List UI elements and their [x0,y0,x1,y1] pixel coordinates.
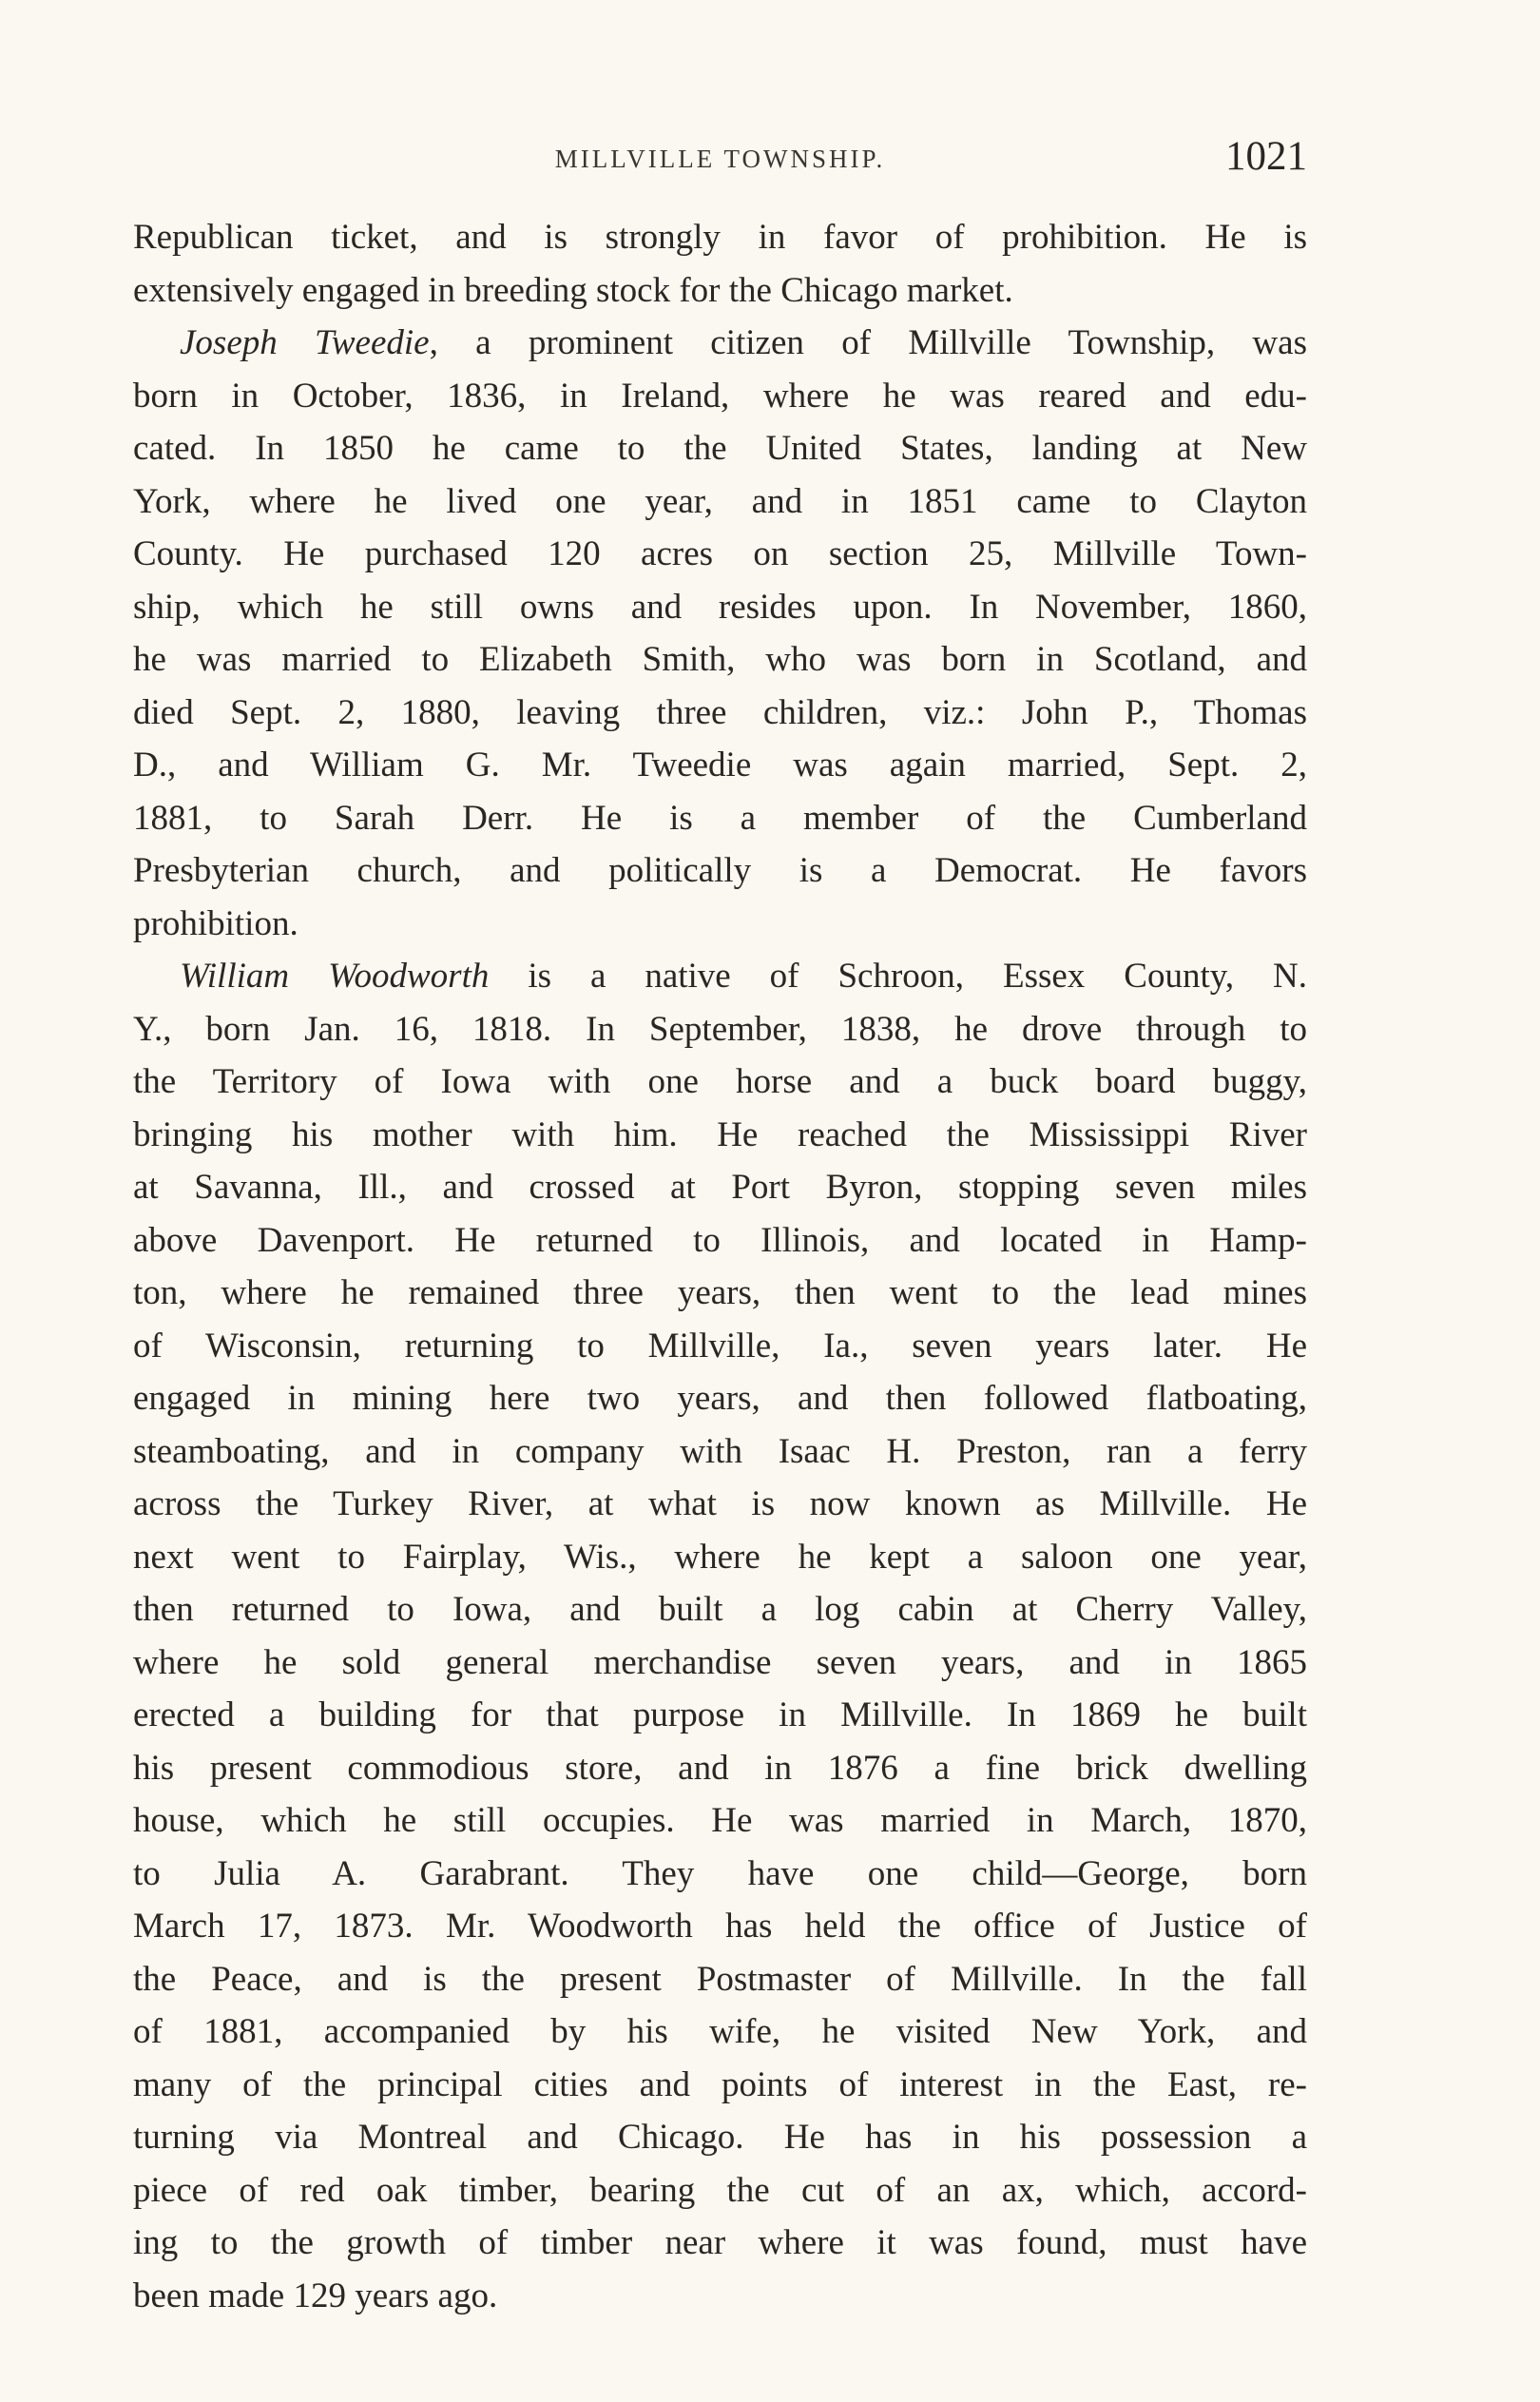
text-line: of Wisconsin, returning to Millville, Ia., seven years later. He [133,1326,1307,1366]
text-line: bringing his mother with him. He reached the Mississippi River [133,1114,1307,1154]
text-line: where he sold general merchandise seven years, and in 1865 [133,1642,1307,1682]
text-line: turning via Montreal and Chicago. He has in his possession a [133,2118,1307,2157]
running-head [133,133,1307,190]
text-line: ing to the growth of timber near where it was found, must have [133,2223,1307,2262]
text-line: been made 129 years ago. [133,2276,498,2315]
body-text [133,211,1307,2322]
text-line: died Sept. 2, 1880, leaving three children, viz.: John P., Thomas [133,692,1307,732]
text-line: many of the principal cities and points of interest in the East, re- [133,2064,1307,2104]
text-line: County. He purchased 120 acres on section 25, Millville Town- [133,534,1307,573]
text-line: Presbyterian church, and politically is a Democrat. He favors [133,851,1307,890]
text-line: ton, where he remained three years, then went to the lead mines [133,1273,1307,1312]
text-line: across the Turkey River, at what is now known as Millville. He [133,1484,1307,1523]
text-line: ship, which he still owns and resides upon. In November, 1860, [133,587,1307,627]
text-line: engaged in mining here two years, and then followed flatboating, [133,1379,1307,1418]
text-line [133,317,1307,370]
text-line-rest: is a native of Schroon, Essex County, N. [489,957,1307,996]
text-line-rest: , a prominent citizen of Millville Township, was [429,323,1307,362]
text-line: of 1881, accompanied by his wife, he visited New York, and [133,2012,1307,2051]
text-line: born in October, 1836, in Ireland, where he was reared and edu- [133,376,1307,416]
text-line: piece of red oak timber, bearing the cut of an ax, which, accord- [133,2170,1307,2210]
text-line: to Julia A. Garabrant. They have one child—George, born [133,1853,1307,1893]
text-line: D., and William G. Mr. Tweedie was again married, Sept. 2, [133,746,1307,785]
person-name-joseph-tweedie: Joseph Tweedie [180,323,430,362]
text-line: his present commodious store, and in 1876 a fine brick dwelling [133,1748,1307,1788]
text-line: York, where he lived one year, and in 1851 came to Clayton [133,481,1307,521]
text-line: then returned to Iowa, and built a log cabin at Cherry Valley, [133,1590,1307,1629]
text-line: 1881, to Sarah Derr. He is a member of the Cumberland [133,798,1307,838]
text-line: above Davenport. He returned to Illinois, and located in Hamp- [133,1220,1307,1260]
person-name-william-woodworth: William Woodworth [180,957,490,996]
text-line: cated. In 1850 he came to the United States, landing at New [133,429,1307,468]
text-line: house, which he still occupies. He was married in March, 1870, [133,1801,1307,1840]
text-line: at Savanna, Ill., and crossed at Port Byron, stopping seven miles [133,1168,1307,1207]
text-line [133,950,1307,1003]
text-line: next went to Fairplay, Wis., where he kept a saloon one year, [133,1537,1307,1577]
text-line: prohibition. [133,903,298,943]
text-line: Republican ticket, and is strongly in favor of prohibition. He is [133,218,1307,257]
text-line: steamboating, and in company with Isaac H. Preston, ran a ferry [133,1431,1307,1471]
text-line: he was married to Elizabeth Smith, who was born in Scotland, and [133,640,1307,679]
page-number: 1021 [1225,134,1307,179]
text-line: March 17, 1873. Mr. Woodworth has held the office of Justice of [133,1907,1307,1946]
text-line: erected a building for that purpose in Millville. In 1869 he built [133,1695,1307,1734]
text-line: the Peace, and is the present Postmaster of Millville. In the fall [133,1959,1307,1999]
text-line: extensively engaged in breeding stock for the Chicago market. [133,270,1013,310]
text-line: the Territory of Iowa with one horse and a buck board buggy, [133,1062,1307,1101]
text-line: Y., born Jan. 16, 1818. In September, 1838, he drove through to [133,1009,1307,1049]
running-title: MILLVILLE TOWNSHIP. [554,145,886,173]
